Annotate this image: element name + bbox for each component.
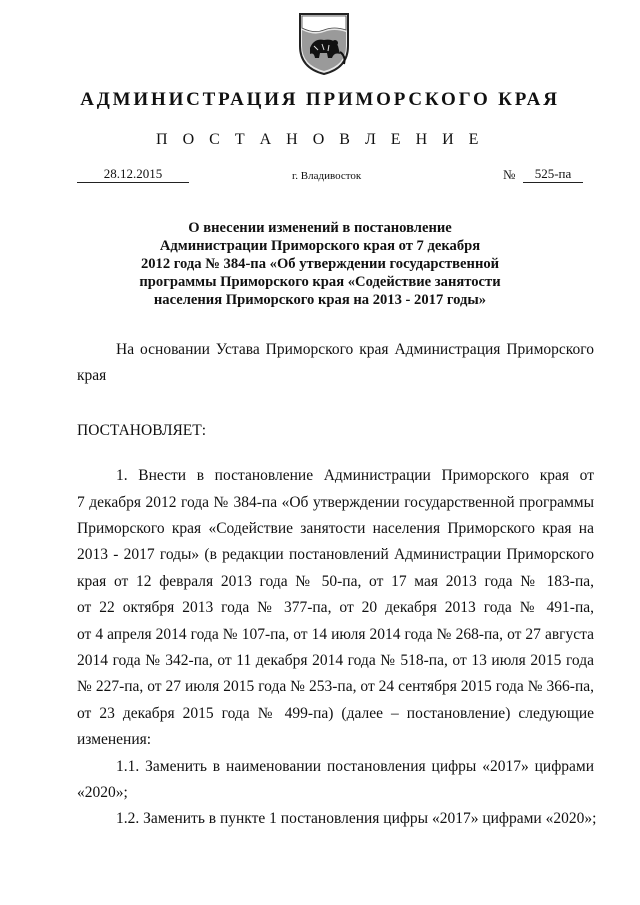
item-1-line: 2014 года № 342-па, от 11 декабря 2014 года № 518-па, от 13 июля 2015 года	[77, 652, 594, 669]
document-number: 525-па	[523, 166, 583, 183]
document-city: г. Владивосток	[292, 170, 362, 182]
title-line: О внесении изменений в постановление	[188, 220, 452, 236]
item-1-line: № 227-па, от 27 июля 2015 года № 253-па, от 24 сентября 2015 года № 366-па,	[77, 678, 594, 695]
item-1-line: 1. Внести в постановление Администрации Приморского края от	[116, 467, 594, 484]
item-1-1-line: 1.1. Заменить в наименовании постановления цифры «2017» цифрами	[116, 758, 594, 775]
title-line: программы Приморского края «Содействие занятости	[139, 274, 501, 290]
item-1-line: 7 декабря 2012 года № 384-па «Об утверждении государственной программы	[77, 494, 594, 511]
coat-of-arms-emblem	[294, 8, 354, 76]
item-1-2-line: 1.2. Заменить в пункте 1 постановления цифры «2017» цифрами «2020»;	[116, 810, 597, 827]
title-line: населения Приморского края на 2013 - 2017 годы»	[153, 292, 487, 308]
resolves-heading: ПОСТАНОВЛЯЕТ:	[77, 422, 207, 439]
basis-line: На основании Устава Приморского края Администрация Приморского	[116, 341, 594, 358]
document-title	[100, 219, 540, 309]
item-1-line: 2013 - 2017 годы» (в редакции постановлений Администрации Приморского	[77, 546, 594, 563]
item-1-line: от 4 апреля 2014 года № 107-па, от 14 июля 2014 года № 268-па, от 27 августа	[77, 626, 594, 643]
number-label: №	[503, 167, 516, 182]
item-1-line: от 22 октября 2013 года № 377-па, от 20 декабря 2013 года № 491-па,	[77, 599, 594, 616]
issuing-authority: АДМИНИСТРАЦИЯ ПРИМОРСКОГО КРАЯ	[80, 89, 560, 110]
title-line: Администрации Приморского края от 7 декабря	[159, 238, 481, 254]
item-1-line: Приморского края «Содействие занятости населения Приморского края на	[77, 520, 594, 537]
item-1-line: изменения:	[77, 731, 152, 748]
item-1-1-line: «2020»;	[77, 784, 128, 801]
document-date: 28.12.2015	[77, 166, 189, 183]
basis-line: края	[77, 367, 107, 384]
title-line: 2012 года № 384-па «Об утверждении государственной	[140, 256, 500, 272]
item-1-line: от 23 декабря 2015 года № 499-па) (далее – постановление) следующие	[77, 705, 594, 722]
item-1-line: края от 12 февраля 2013 года № 50-па, от 17 мая 2013 года № 183-па,	[77, 573, 594, 590]
document-type: П О С Т А Н О В Л Е Н И Е	[156, 131, 484, 148]
